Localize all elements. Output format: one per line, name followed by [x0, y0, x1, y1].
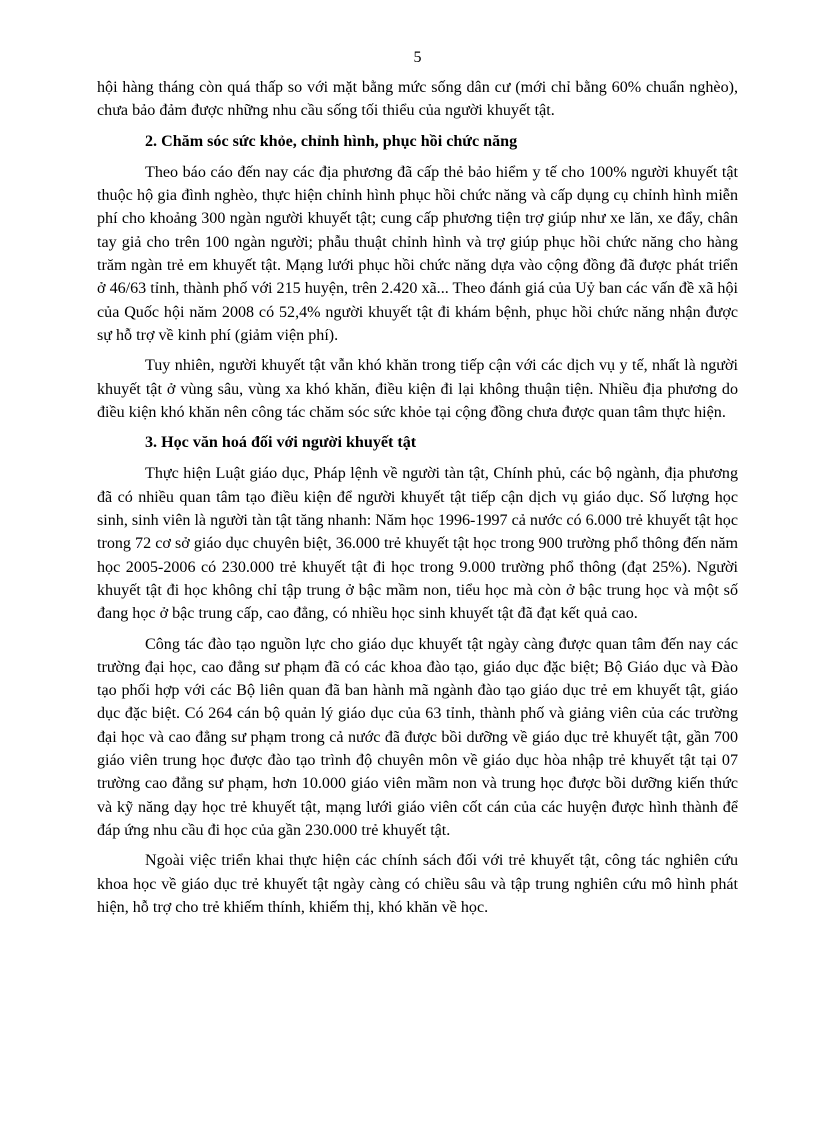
- page-number: 5: [413, 49, 422, 66]
- paragraph-health-insurance: Theo báo cáo đến nay các địa phương đã cấp thẻ bảo hiểm y tế cho 100% người khuyết tật thuộc hộ gia đình nghèo, thực hiện chỉnh hình phục hồi chức năng và cấp dụng cụ chỉnh hình miễn phí cho khoảng 300 ngàn người khuyết tật; cung cấp phương tiện trợ giúp như xe lăn, xe đẩy, chân tay giả cho trên 100 ngàn người; phẫu thuật chỉnh hình và trợ giúp phục hồi chức năng cho hàng trăm ngàn trẻ em khuyết tật. Mạng lưới phục hồi chức năng dựa vào cộng đồng đã được phát triển ở 46/63 tỉnh, thành phố với 215 huyện, trên 2.420 xã... Theo đánh giá của Uỷ ban các vấn đề xã hội của Quốc hội năm 2008 có 52,4% người khuyết tật đi khám bệnh, phục hồi chức năng nhận được sự hỗ trợ về kinh phí (giảm viện phí).: [97, 163, 738, 344]
- paragraph-health-difficulties: Tuy nhiên, người khuyết tật vẫn khó khăn trong tiếp cận với các dịch vụ y tế, nhất là người khuyết tật ở vùng sâu, vùng xa khó khăn, điều kiện đi lại không thuận tiện. Nhiều địa phương do điều kiện khó khăn nên công tác chăm sóc sức khỏe tại cộng đồng chưa được quan tâm thực hiện.: [97, 357, 738, 421]
- section-heading-health-care: 2. Chăm sóc sức khỏe, chỉnh hình, phục hồi chức năng: [145, 132, 518, 150]
- paragraph-research: Ngoài việc triển khai thực hiện các chính sách đối với trẻ khuyết tật, công tác nghiên cứu khoa học về giáo dục trẻ khuyết tật ngày càng có chiều sâu và tập trung nghiên cứu mô hình phát hiện, hỗ trợ cho trẻ khiếm thính, khiếm thị, khó khăn về học.: [97, 852, 738, 916]
- section-heading-education: 3. Học văn hoá đối với người khuyết tật: [145, 434, 417, 452]
- paragraph-education-access: Thực hiện Luật giáo dục, Pháp lệnh về người tàn tật, Chính phủ, các bộ ngành, địa phương đã có nhiều quan tâm tạo điều kiện để người khuyết tật tiếp cận dịch vụ giáo dục. Số lượng học sinh, sinh viên là người tàn tật tăng nhanh: Năm học 1996-1997 cả nước có 6.000 trẻ khuyết tật học trong 72 cơ sở giáo dục chuyên biệt, 36.000 trẻ khuyết tật học trong 900 trường phổ thông đến năm học 2005-2006 có 230.000 trẻ khuyết tật đi học trong 9.000 trường phổ thông (đạt 25%). Người khuyết tật đi học không chỉ tập trung ở bậc mầm non, tiểu học mà còn ở bậc trung học và một số đang học ở bậc trung cấp, cao đẳng, có nhiều học sinh khuyết tật đã đạt kết quả cao.: [97, 465, 738, 623]
- document-page: [97, 46, 738, 926]
- paragraph-teacher-training: Công tác đào tạo nguồn lực cho giáo dục khuyết tật ngày càng được quan tâm đến nay các trường đại học, cao đẳng sư phạm đã có các khoa đào tạo, giáo dục đặc biệt; Bộ Giáo dục và Đào tạo phối hợp với các Bộ liên quan đã ban hành mã ngành đào tạo giáo dục trẻ em khuyết tật, giáo dục đặc biệt. Có 264 cán bộ quản lý giáo dục của 63 tỉnh, thành phố và giảng viên của các trường đại học và cao đẳng sư phạm trong cả nước đã được bồi dưỡng về giáo dục trẻ khuyết tật, gần 700 giáo viên trung học được đào tạo trình độ chuyên môn về giáo dục hòa nhập trẻ khuyết tật tại 07 trường cao đẳng sư phạm, hơn 10.000 giáo viên mầm non và trung học được bồi dưỡng kiến thức và kỹ năng dạy học trẻ khuyết tật, mạng lưới giáo viên cốt cán của các huyện được hình thành để đáp ứng nhu cầu đi học của gần 230.000 trẻ khuyết tật.: [97, 635, 738, 839]
- paragraph-continuation: hội hàng tháng còn quá thấp so với mặt bằng mức sống dân cư (mới chỉ bằng 60% chuẩn nghèo), chưa bảo đảm được những nhu cầu sống tối thiểu của người khuyết tật.: [97, 79, 738, 120]
